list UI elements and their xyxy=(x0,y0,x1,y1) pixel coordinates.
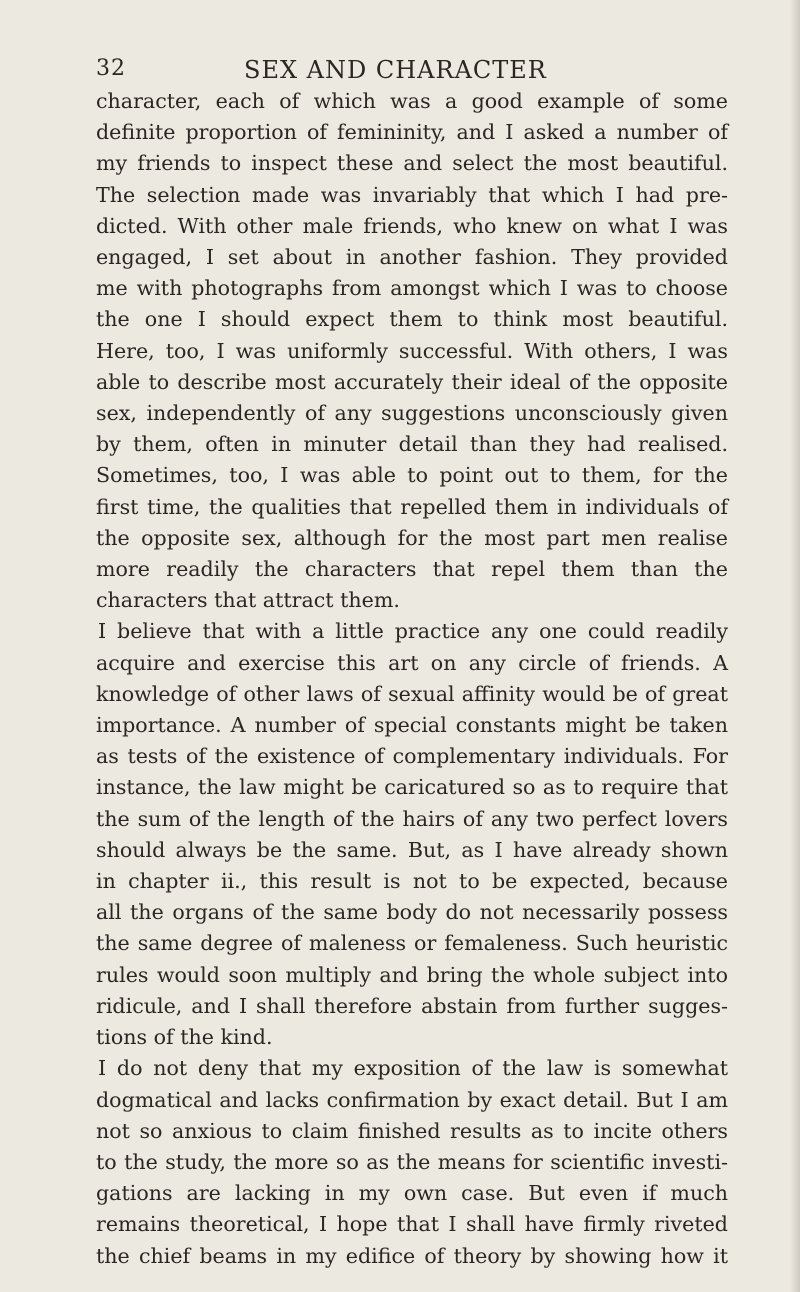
text-line: all the organs of the same body do not necessarily possess xyxy=(96,900,728,925)
text-line: first time, the qualities that repelled them in individuals of xyxy=(96,494,728,519)
text-line: more readily the characters that repel them than the xyxy=(96,557,728,582)
text-line: instance, the law might be caricatured so as to require that xyxy=(96,775,728,800)
text-line: Here, too, I was uniformly successful. With others, I was xyxy=(96,338,728,363)
text-line: by them, often in minuter detail than they had realised. xyxy=(96,432,728,457)
text-line: importance. A number of special constants might be taken xyxy=(96,713,728,738)
paragraph-end-line: characters that attract them. xyxy=(96,588,400,613)
text-line: the sum of the length of the hairs of any two perfect lovers xyxy=(96,806,728,831)
text-line: in chapter ii., this result is not to be expected, because xyxy=(96,869,728,894)
paragraph-start-line: I believe that with a little practice any one could readily xyxy=(98,619,728,644)
text-line: me with photographs from amongst which I was to choose xyxy=(96,276,728,301)
text-line: Sometimes, too, I was able to point out to them, for the xyxy=(96,463,728,488)
text-line: the one I should expect them to think most beautiful. xyxy=(96,307,728,332)
text-line: acquire and exercise this art on any circle of friends. A xyxy=(96,650,728,675)
text-line: rules would soon multiply and bring the whole subject into xyxy=(96,962,728,987)
body-text xyxy=(96,86,728,1272)
text-line: should always be the same. But, as I have already shown xyxy=(96,837,728,862)
text-line: dogmatical and lacks confirmation by exact detail. But I am xyxy=(96,1087,728,1112)
text-line: the opposite sex, although for the most part men realise xyxy=(96,525,728,550)
text-line: to the study, the more so as the means for scientific investi- xyxy=(96,1149,728,1174)
paragraph-end-line: tions of the kind. xyxy=(96,1025,273,1050)
page-number: 32 xyxy=(96,56,126,81)
text-line: as tests of the existence of complementary individuals. For xyxy=(96,744,728,769)
text-line: the chief beams in my edifice of theory by showing how it xyxy=(96,1243,728,1268)
text-line: not so anxious to claim finished results as to incite others xyxy=(96,1118,728,1143)
text-line: ridicule, and I shall therefore abstain from further sugges- xyxy=(96,993,728,1018)
text-line: my friends to inspect these and select the most beautiful. xyxy=(96,151,728,176)
text-line: gations are lacking in my own case. But even if much xyxy=(96,1181,728,1206)
running-title: SEX AND CHARACTER xyxy=(244,56,547,84)
running-head xyxy=(96,56,720,86)
page-edge xyxy=(790,0,800,1292)
text-line: definite proportion of femininity, and I asked a number of xyxy=(96,120,728,145)
text-line: the same degree of maleness or femaleness. Such heuristic xyxy=(96,931,728,956)
text-line: knowledge of other laws of sexual affinity would be of great xyxy=(96,681,728,706)
text-line: remains theoretical, I hope that I shall have firmly riveted xyxy=(96,1212,728,1237)
text-line: able to describe most accurately their ideal of the opposite xyxy=(96,369,728,394)
text-line: dicted. With other male friends, who knew on what I was xyxy=(96,213,728,238)
text-line: character, each of which was a good example of some xyxy=(96,89,728,113)
text-line: engaged, I set about in another fashion. They provided xyxy=(96,245,728,270)
text-line: sex, independently of any suggestions unconsciously given xyxy=(96,401,728,426)
paragraph-start-line: I do not deny that my exposition of the law is somewhat xyxy=(98,1056,728,1081)
text-line: The selection made was invariably that which I had pre- xyxy=(96,182,728,207)
